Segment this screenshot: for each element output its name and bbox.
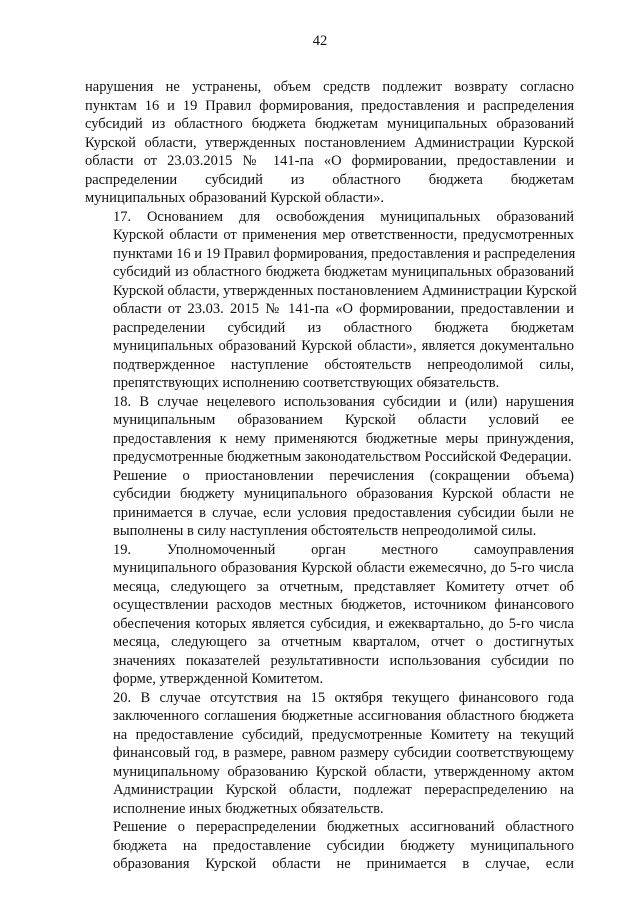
text-line: принимается в случае, если условия предоставления субсидии были не xyxy=(113,504,574,521)
text-line: выполнены в силу наступления обстоятельств непреодолимой силы. xyxy=(113,523,537,539)
text-line: субсидий из областного бюджета бюджетам муниципальных образований xyxy=(113,264,574,280)
text-line: Решение о перераспределении бюджетных ассигнований областного xyxy=(113,819,574,835)
text-line: исполнение иных бюджетных обязательств. xyxy=(113,800,384,817)
text-line: 17. Основанием для освобождения муниципальных образований xyxy=(113,208,574,225)
text-line: образования Курской области не принимается в случае, если xyxy=(113,856,574,872)
text-line: распределении субсидий из областного бюджета бюджетам xyxy=(85,171,574,188)
paragraph xyxy=(85,541,574,689)
text-line: на предоставление субсидий, предусмотренные Комитету на текущий xyxy=(113,726,574,743)
text-line: муниципальных образований Курской области». xyxy=(85,190,385,206)
text-line: обеспечения которых является субсидия, и ежеквартально, до 5-го числа xyxy=(113,615,574,632)
paragraph xyxy=(85,818,574,874)
text-line: Курской области, утвержденных постановлением Администрации Курской xyxy=(113,282,577,299)
text-line: Курской области от применения мер ответственности, предусмотренных xyxy=(113,227,574,243)
text-line: пунктам 16 и 19 Правил формирования, предоставления и распределения xyxy=(85,97,574,114)
text-line: субсидий из областного бюджета бюджетам муниципальных образований xyxy=(85,116,574,132)
paragraph xyxy=(85,467,574,541)
paragraph xyxy=(85,689,574,819)
text-line: значениях показателей результативности использования субсидии по xyxy=(113,652,574,669)
paragraph xyxy=(85,78,574,208)
text-line: месяца, следующего за отчетным, представляет Комитету отчет об xyxy=(113,578,574,595)
document-body xyxy=(85,78,577,874)
text-line: бюджета на предоставление субсидии бюджету муниципального xyxy=(113,837,574,854)
text-line: Решение о приостановлении перечисления (сокращении объема) xyxy=(113,467,574,484)
text-line: осуществлении расходов местных бюджетов, источником финансового xyxy=(113,597,574,613)
text-line: форме, утвержденной Комитетом. xyxy=(113,671,324,687)
text-line: препятствующих исполнению соответствующих обязательств. xyxy=(113,375,500,391)
text-line: пунктами 16 и 19 Правил формирования, предоставления и распределения xyxy=(113,245,576,262)
text-line: муниципальных образований Курской области», является документально xyxy=(113,338,574,354)
text-line: Администрации Курской области, подлежат перераспределению на xyxy=(113,782,574,798)
text-line: заключенного соглашения бюджетные ассигнования областного бюджета xyxy=(113,708,574,724)
text-line: нарушения не устранены, объем средств подлежит возврату согласно xyxy=(85,79,574,95)
paragraph xyxy=(85,393,574,467)
text-line: 18. В случае нецелевого использования субсидии и (или) нарушения xyxy=(113,393,574,410)
text-line: муниципальным образованием Курской области условий ее xyxy=(113,412,574,428)
text-line: подтвержденное наступление обстоятельств непреодолимой силы, xyxy=(113,356,574,373)
text-line: распределении субсидий из областного бюджета бюджетам xyxy=(113,319,574,336)
paragraph xyxy=(85,208,577,393)
text-line: месяца, следующего за отчетным кварталом, отчет о достигнутых xyxy=(113,634,574,650)
text-line: субсидии бюджету муниципального образования Курской области не xyxy=(113,486,574,502)
text-line: муниципальному образованию Курской области, утвержденному актом xyxy=(113,763,574,780)
text-line: предоставления к нему применяются бюджетные меры принуждения, xyxy=(113,430,574,447)
page-number: 42 xyxy=(312,33,328,49)
text-line: области от 23.03. 2015 № 141-па «О формировании, предоставлении и xyxy=(113,301,574,317)
text-line: 19. Уполномоченный орган местного самоуправления xyxy=(113,541,574,558)
text-line: 20. В случае отсутствия на 15 октября текущего финансового года xyxy=(113,689,574,706)
text-line: предусмотренные бюджетным законодательством Российской Федерации. xyxy=(113,449,572,465)
text-line: финансовый год, в размере, равном размеру субсидии соответствующему xyxy=(113,745,574,761)
text-line: муниципального образования Курской области ежемесячно, до 5-го числа xyxy=(113,560,574,576)
text-line: Курской области, утвержденных постановлением Администрации Курской xyxy=(85,134,574,151)
text-line: области от 23.03.2015 № 141-па «О формировании, предоставлении и xyxy=(85,153,574,169)
